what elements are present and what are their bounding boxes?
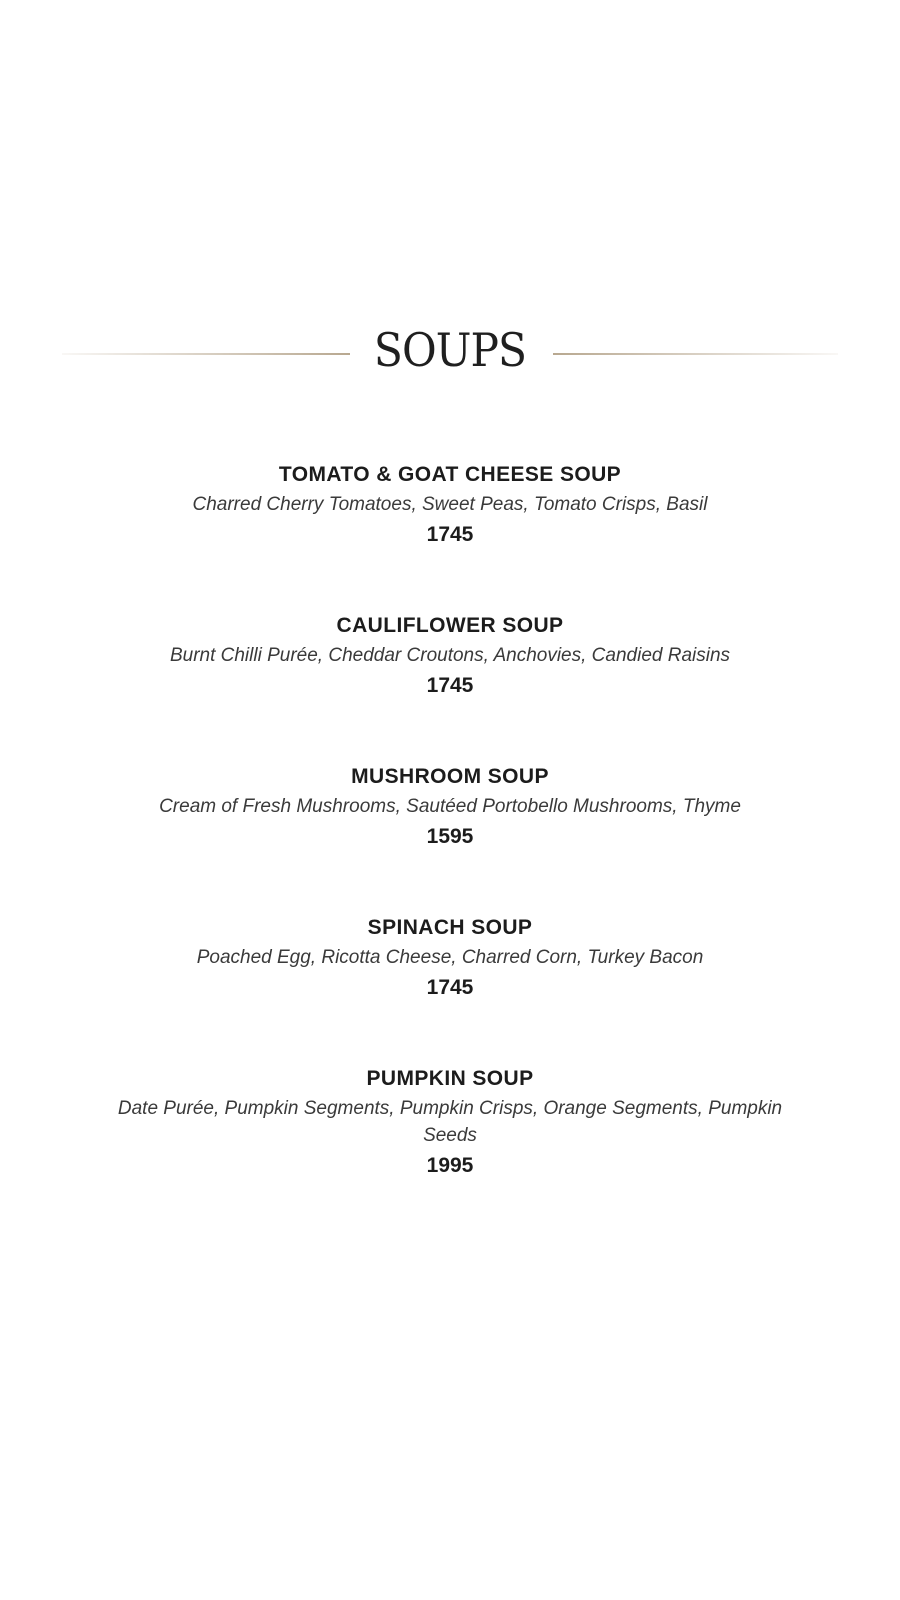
right-divider-line bbox=[553, 353, 838, 355]
item-description: Date Purée, Pumpkin Segments, Pumpkin Crisps, Orange Segments, Pumpkin Seeds bbox=[117, 1098, 783, 1146]
item-price: 1595 bbox=[426, 825, 474, 848]
item-name: TOMATO & GOAT CHEESE SOUP bbox=[278, 463, 622, 486]
item-name: CAULIFLOWER SOUP bbox=[336, 614, 564, 637]
item-name: PUMPKIN SOUP bbox=[366, 1067, 534, 1090]
item-name: SPINACH SOUP bbox=[367, 916, 533, 939]
item-description: Charred Cherry Tomatoes, Sweet Peas, Tomato Crisps, Basil bbox=[192, 494, 708, 515]
item-description: Poached Egg, Ricotta Cheese, Charred Corn, Turkey Bacon bbox=[196, 947, 704, 968]
item-price: 1745 bbox=[426, 523, 474, 546]
menu-item bbox=[110, 761, 790, 854]
section-header bbox=[0, 320, 900, 380]
item-description: Cream of Fresh Mushrooms, Sautéed Portobello Mushrooms, Thyme bbox=[159, 796, 741, 817]
menu-item bbox=[110, 1063, 790, 1183]
item-description: Burnt Chilli Purée, Cheddar Croutons, Anchovies, Candied Raisins bbox=[169, 645, 731, 666]
menu-item-list bbox=[110, 459, 790, 1241]
menu-item bbox=[110, 459, 790, 552]
item-name: MUSHROOM SOUP bbox=[351, 765, 549, 788]
item-price: 1745 bbox=[426, 674, 474, 697]
section-title: SOUPS bbox=[373, 323, 527, 377]
menu-item bbox=[110, 912, 790, 1005]
item-price: 1745 bbox=[426, 976, 474, 999]
item-price: 1995 bbox=[426, 1154, 474, 1177]
menu-item bbox=[110, 610, 790, 703]
